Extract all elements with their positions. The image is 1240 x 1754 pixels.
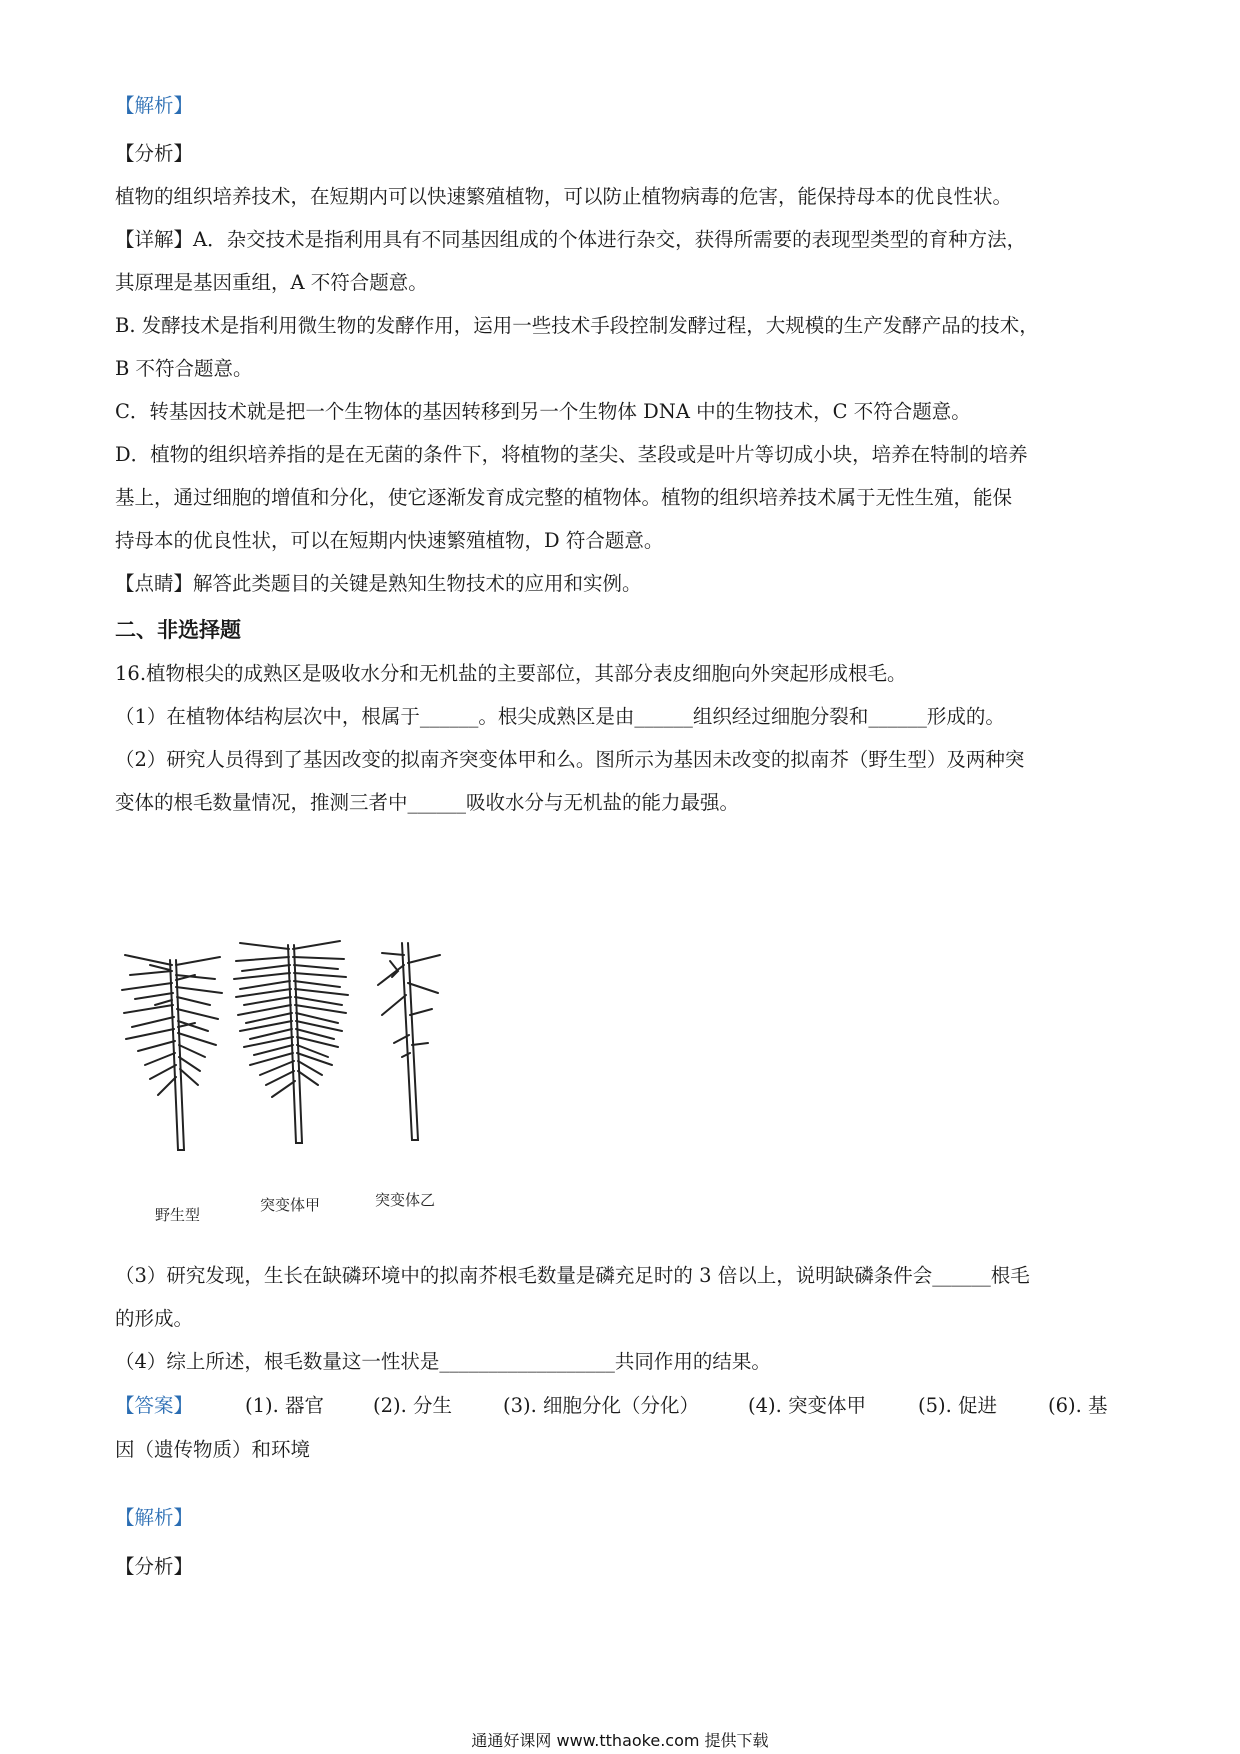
paragraph: B 不符合题意。 <box>115 357 253 380</box>
breakdown-label: 【分析】 <box>115 1555 194 1578</box>
paragraph: B. 发酵技术是指利用微生物的发酵作用，运用一些技术手段控制发酵过程，大规模的生产发酵产品的技术， <box>115 314 1039 337</box>
paragraph: 其原理是基因重组，A 不符合题意。 <box>115 271 428 294</box>
question-part-3: （3）研究发现，生长在缺磷环境中的拟南芥根毛数量是磷充足时的 3 倍以上，说明缺磷条件会______根毛 <box>115 1264 1030 1287</box>
analysis-label: 【解析】 <box>115 94 194 117</box>
footer-watermark: 通通好课网 www.tthaoke.com 提供下载 <box>471 1731 769 1750</box>
caption-mutant-b: 突变体乙 <box>375 1191 436 1209</box>
paragraph: C．转基因技术就是把一个生物体的基因转移到另一个生物体 DNA 中的生物技术，C 不符合题意。 <box>115 400 971 423</box>
question-part-4: （4）综上所述，根毛数量这一性状是__________________共同作用的结果。 <box>115 1350 771 1373</box>
question-part-1: （1）在植物体结构层次中，根属于______。根尖成熟区是由______组织经过细胞分裂和______形成的。 <box>115 705 1005 728</box>
caption-mutant-a: 突变体甲 <box>260 1196 321 1214</box>
question-part-2: （2）研究人员得到了基因改变的拟南齐突变体甲和么。图所示为基因未改变的拟南芥（野生型）及两种突 <box>115 748 1025 771</box>
mutant-b-root-drawing <box>378 943 440 1140</box>
answer-item: (6). 基 <box>1048 1394 1108 1417</box>
breakdown-label: 【分析】 <box>115 142 194 165</box>
paragraph: D．植物的组织培养指的是在无菌的条件下，将植物的茎尖、茎段或是叶片等切成小块，培养在特制的培养 <box>115 443 1028 466</box>
wild-type-root-drawing <box>122 955 222 1150</box>
answer-row <box>115 1392 1130 1420</box>
answer-row-cont: 因（遗传物质）和环境 <box>115 1438 311 1461</box>
root-hair-figure <box>110 935 530 1235</box>
answer-item: (1). 器官 <box>245 1394 325 1417</box>
analysis-label: 【解析】 <box>115 1506 194 1529</box>
answer-item: (2). 分生 <box>373 1394 453 1417</box>
paragraph: 持母本的优良性状，可以在短期内快速繁殖植物，D 符合题意。 <box>115 529 664 552</box>
question-stem: 16.植物根尖的成熟区是吸收水分和无机盐的主要部位，其部分表皮细胞向外突起形成根毛。 <box>115 662 907 685</box>
section-heading: 二、非选择题 <box>115 618 241 642</box>
question-part-3-cont: 的形成。 <box>115 1307 194 1330</box>
tip-paragraph: 【点睛】解答此类题目的关键是熟知生物技术的应用和实例。 <box>115 572 642 595</box>
paragraph: 植物的组织培养技术，在短期内可以快速繁殖植物，可以防止植物病毒的危害，能保持母本的优良性状。 <box>115 185 1013 208</box>
caption-wild-type: 野生型 <box>155 1206 201 1224</box>
answer-item: (3). 细胞分化（分化） <box>503 1394 700 1417</box>
paragraph: 基上，通过细胞的增值和分化，使它逐渐发育成完整的植物体。植物的组织培养技术属于无性生殖，能保 <box>115 486 1013 509</box>
mutant-a-root-drawing <box>234 941 348 1143</box>
answer-label: 【答案】 <box>115 1394 194 1417</box>
answer-item: (5). 促进 <box>918 1394 998 1417</box>
question-part-2-cont: 变体的根毛数量情况，推测三者中______吸收水分与无机盐的能力最强。 <box>115 791 740 814</box>
answer-item: (4). 突变体甲 <box>748 1394 867 1417</box>
paragraph: 【详解】A．杂交技术是指利用具有不同基因组成的个体进行杂交，获得所需要的表现型类型的育种方法， <box>115 228 1027 251</box>
